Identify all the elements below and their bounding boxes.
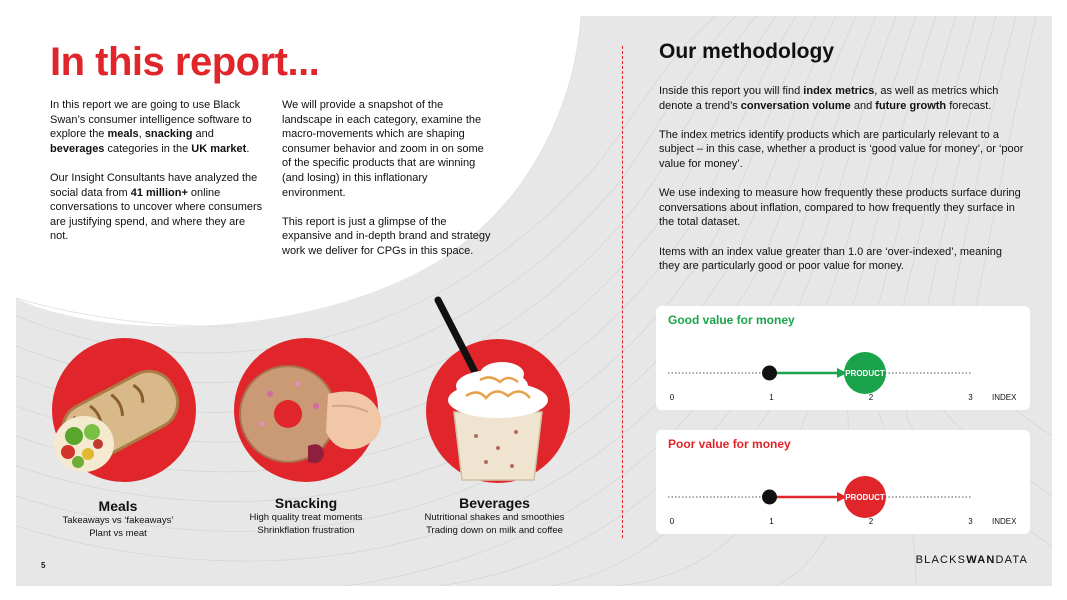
methodology-paragraph-2: The index metrics identify products which are particularly relevant to a subject – in this case, whether a product is ‘good value for money’, or ‘poor value for money’. [659, 128, 1024, 170]
intro-column-1 [50, 98, 265, 259]
index-card-title: Good value for money [668, 313, 795, 327]
product-badge-label: PRODUCT [845, 493, 885, 502]
page-number: 5 [41, 561, 46, 570]
page-title: In this report... [50, 40, 320, 84]
methodology-paragraph-1: Inside this report you will find index metrics, as well as metrics which denote a trend’s conversation volume and future growth forecast. [659, 85, 999, 112]
index-axis-label: INDEX [992, 517, 1017, 526]
methodology-paragraph-3: We use indexing to measure how frequently these products surface during conversations about inflation, compared to how frequently they surface in the total dataset. [659, 187, 1021, 229]
index-start-point [762, 490, 777, 505]
index-tick-label: 1 [769, 517, 774, 526]
intro-paragraph-1: In this report we are going to use Black Swan’s consumer intelligence software to explore the meals, snacking and beverages categories in the UK market. [50, 99, 252, 155]
category-detail: Plant vs meat [89, 528, 147, 539]
index-card-good-value [656, 306, 1030, 410]
index-tick-label: 0 [669, 517, 675, 526]
intro-paragraph-2: Our Insight Consultants have analyzed the social data from 41 million+ online conversations to uncover where consumers are justifying spend, and where they are not. [50, 171, 263, 243]
category-detail: Nutritional shakes and smoothies [424, 512, 565, 523]
index-axis-label: INDEX [992, 393, 1017, 402]
category-snacking [228, 495, 384, 537]
index-tick-label: 0 [669, 393, 675, 402]
index-tick-label: 2 [868, 393, 874, 402]
category-name: Snacking [274, 495, 338, 511]
category-detail: Takeaways vs ‘fakeaways’ [62, 515, 174, 526]
category-detail: Trading down on milk and coffee [426, 525, 563, 536]
index-tick-label: 2 [868, 517, 874, 526]
donut-image [228, 336, 384, 486]
index-scale [656, 306, 1030, 410]
slide [16, 16, 1052, 586]
index-card-poor-value [656, 430, 1030, 534]
category-beverages [412, 495, 577, 537]
category-name: Meals [98, 498, 138, 514]
category-detail: Shrinkflation frustration [257, 525, 355, 536]
index-card-title: Poor value for money [668, 437, 791, 451]
intro-column-2 [282, 98, 494, 273]
index-start-point [762, 366, 777, 381]
index-tick-label: 1 [769, 393, 774, 402]
methodology-paragraph-4: Items with an index value greater than 1.0 are ‘over-indexed’, meaning they are particularly good or poor value for money. [659, 245, 1003, 273]
index-tick-label: 3 [968, 517, 973, 526]
intro-paragraph-3: We will provide a snapshot of the landscape in each category, examine the macro-movements which are shaping consumer behavior and zoom in on some of the specific products that are winning (and losing) in this inflationary environment. [282, 99, 484, 199]
category-name: Beverages [459, 495, 530, 511]
methodology-title: Our methodology [659, 40, 834, 63]
wrap-image [38, 336, 198, 486]
methodology-text [659, 84, 1025, 288]
intro-paragraph-4: This report is just a glimpse of the expansive and in-depth brand and strategy work we deliver for CPGs in this space. [282, 215, 491, 257]
index-scale [656, 430, 1030, 534]
category-meals [38, 498, 198, 540]
iced-drink-image [420, 296, 576, 486]
index-tick-label: 3 [968, 393, 973, 402]
product-badge-label: PRODUCT [845, 369, 885, 378]
brand-logo: BLACKSWANDATA [915, 554, 1028, 566]
section-divider [622, 46, 623, 538]
category-detail: High quality treat moments [249, 512, 363, 523]
